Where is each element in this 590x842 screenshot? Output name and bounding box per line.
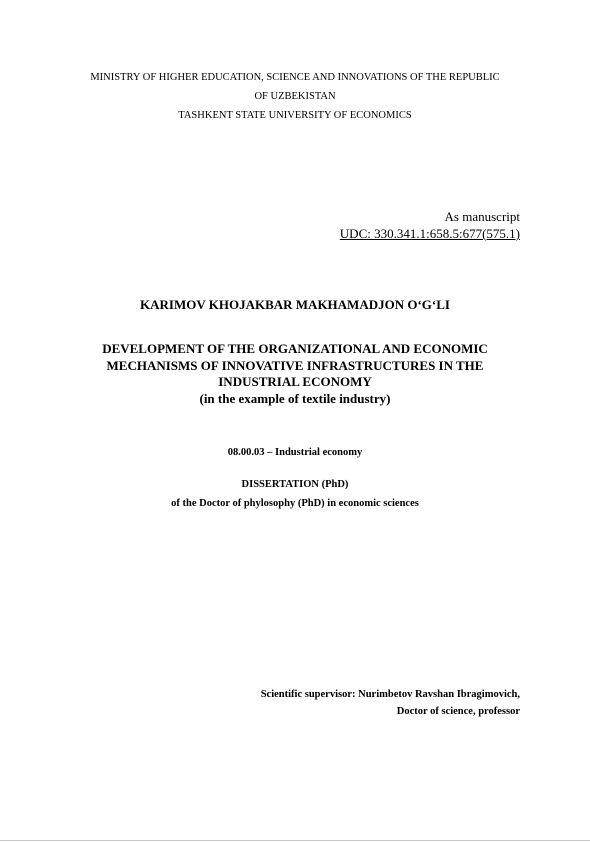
title-line-2: MECHANISMS OF INNOVATIVE INFRASTRUCTURES IN THE xyxy=(106,358,484,373)
supervisor-title: Doctor of science, professor xyxy=(396,706,520,717)
udc-code: UDC: 330.341.1:658.5:677(575.1) xyxy=(339,226,520,241)
supervisor-name: Scientific supervisor: Nurimbetov Ravshan Ibragimovich, xyxy=(260,689,520,700)
title-line-1: DEVELOPMENT OF THE ORGANIZATIONAL AND ECONOMIC xyxy=(102,341,488,356)
author-name: KARIMOV KHOJAKBAR MAKHAMADJON O‘G‘LI xyxy=(140,297,450,312)
university-name: TASHKENT STATE UNIVERSITY OF ECONOMICS xyxy=(178,110,412,121)
page-bottom-edge xyxy=(0,840,590,841)
ministry-line-1: MINISTRY OF HIGHER EDUCATION, SCIENCE AND INNOVATIONS OF THE REPUBLIC xyxy=(90,72,500,83)
manuscript-label: As manuscript xyxy=(444,209,520,224)
specialty-code: 08.00.03 – Industrial economy xyxy=(227,447,363,458)
ministry-line-2: OF UZBEKISTAN xyxy=(254,91,336,102)
title-line-3: INDUSTRIAL ECONOMY xyxy=(218,374,372,389)
dissertation-label: DISSERTATION (PhD) xyxy=(241,479,349,490)
degree-line: of the Doctor of phylosophy (PhD) in economic sciences xyxy=(171,498,419,509)
title-subtitle: (in the example of textile industry) xyxy=(199,391,391,406)
